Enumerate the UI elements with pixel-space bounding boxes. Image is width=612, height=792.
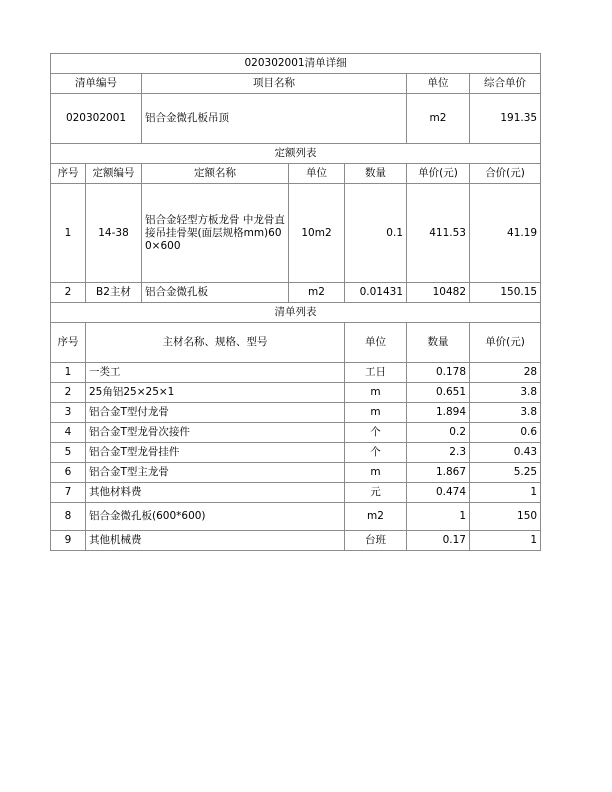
quota-seq: 2: [51, 283, 86, 303]
material-seq: 1: [51, 363, 86, 383]
quota-total: 41.19: [470, 184, 541, 283]
list-unit-header: 单位: [407, 74, 470, 94]
material-seq: 4: [51, 423, 86, 443]
quota-unit-header: 单位: [289, 164, 345, 184]
material-row: [51, 363, 541, 383]
material-unit: 工日: [345, 363, 407, 383]
quota-price: 10482: [407, 283, 470, 303]
list-item-price: 191.35: [470, 94, 541, 144]
quota-section-row: [51, 144, 541, 164]
quota-seq-header: 序号: [51, 164, 86, 184]
quota-code: 14-38: [86, 184, 142, 283]
material-unit: m: [345, 383, 407, 403]
material-price-header: 单价(元): [470, 323, 541, 363]
quota-total-header: 合价(元): [470, 164, 541, 184]
material-qty: 1.867: [407, 463, 470, 483]
quota-header-row: [51, 164, 541, 184]
quota-code-header: 定额编号: [86, 164, 142, 184]
quota-price: 411.53: [407, 184, 470, 283]
material-section-row: [51, 303, 541, 323]
material-qty: 2.3: [407, 443, 470, 463]
material-name: 其他材料费: [86, 483, 345, 503]
material-qty: 1.894: [407, 403, 470, 423]
quota-unit: 10m2: [289, 184, 345, 283]
material-row: [51, 483, 541, 503]
quota-unit: m2: [289, 283, 345, 303]
material-name: 铝合金T型龙骨次接件: [86, 423, 345, 443]
material-name: 其他机械费: [86, 531, 345, 551]
material-seq-header: 序号: [51, 323, 86, 363]
material-seq: 2: [51, 383, 86, 403]
quota-qty: 0.01431: [345, 283, 407, 303]
list-item-unit: m2: [407, 94, 470, 144]
material-qty-header: 数量: [407, 323, 470, 363]
material-qty: 0.651: [407, 383, 470, 403]
quota-row: [51, 184, 541, 283]
material-qty: 0.178: [407, 363, 470, 383]
quota-seq: 1: [51, 184, 86, 283]
quota-section-title: 定额列表: [51, 144, 541, 164]
material-unit: m: [345, 463, 407, 483]
material-unit: m2: [345, 503, 407, 531]
quota-row: [51, 283, 541, 303]
quota-code: B2主材: [86, 283, 142, 303]
material-name: 25角铝25×25×1: [86, 383, 345, 403]
list-item-row: [51, 94, 541, 144]
material-price: 0.6: [470, 423, 541, 443]
material-qty: 0.17: [407, 531, 470, 551]
material-seq: 8: [51, 503, 86, 531]
list-item-code: 020302001: [51, 94, 142, 144]
material-price: 0.43: [470, 443, 541, 463]
material-unit-header: 单位: [345, 323, 407, 363]
quota-name: 铝合金轻型方板龙骨 中龙骨直接吊挂骨架(面层规格mm)600×600: [142, 184, 289, 283]
material-price: 28: [470, 363, 541, 383]
quota-total: 150.15: [470, 283, 541, 303]
material-price: 1: [470, 483, 541, 503]
material-unit: 个: [345, 423, 407, 443]
material-unit: 个: [345, 443, 407, 463]
material-qty: 0.2: [407, 423, 470, 443]
material-row: [51, 403, 541, 423]
material-name: 铝合金T型主龙骨: [86, 463, 345, 483]
material-seq: 5: [51, 443, 86, 463]
list-price-header: 综合单价: [470, 74, 541, 94]
list-header-row: [51, 74, 541, 94]
material-price: 1: [470, 531, 541, 551]
title-row: [51, 54, 541, 74]
material-seq: 6: [51, 463, 86, 483]
material-name: 铝合金T型龙骨挂件: [86, 443, 345, 463]
material-price: 3.8: [470, 403, 541, 423]
material-name-header: 主材名称、规格、型号: [86, 323, 345, 363]
bill-detail-table: [50, 53, 541, 551]
material-price: 3.8: [470, 383, 541, 403]
material-unit: 台班: [345, 531, 407, 551]
list-item-name: 铝合金微孔板吊顶: [142, 94, 407, 144]
material-name: 铝合金微孔板(600*600): [86, 503, 345, 531]
material-row: [51, 503, 541, 531]
material-seq: 9: [51, 531, 86, 551]
table-title: 020302001清单详细: [51, 54, 541, 74]
list-name-header: 项目名称: [142, 74, 407, 94]
material-row: [51, 443, 541, 463]
material-price: 150: [470, 503, 541, 531]
material-name: 铝合金T型付龙骨: [86, 403, 345, 423]
list-code-header: 清单编号: [51, 74, 142, 94]
material-unit: 元: [345, 483, 407, 503]
quota-qty-header: 数量: [345, 164, 407, 184]
quota-name: 铝合金微孔板: [142, 283, 289, 303]
material-row: [51, 463, 541, 483]
quota-qty: 0.1: [345, 184, 407, 283]
material-row: [51, 383, 541, 403]
quota-price-header: 单价(元): [407, 164, 470, 184]
material-row: [51, 531, 541, 551]
material-seq: 7: [51, 483, 86, 503]
material-name: 一类工: [86, 363, 345, 383]
material-price: 5.25: [470, 463, 541, 483]
material-seq: 3: [51, 403, 86, 423]
material-qty: 1: [407, 503, 470, 531]
material-section-title: 清单列表: [51, 303, 541, 323]
material-row: [51, 423, 541, 443]
material-unit: m: [345, 403, 407, 423]
material-qty: 0.474: [407, 483, 470, 503]
material-header-row: [51, 323, 541, 363]
quota-name-header: 定额名称: [142, 164, 289, 184]
